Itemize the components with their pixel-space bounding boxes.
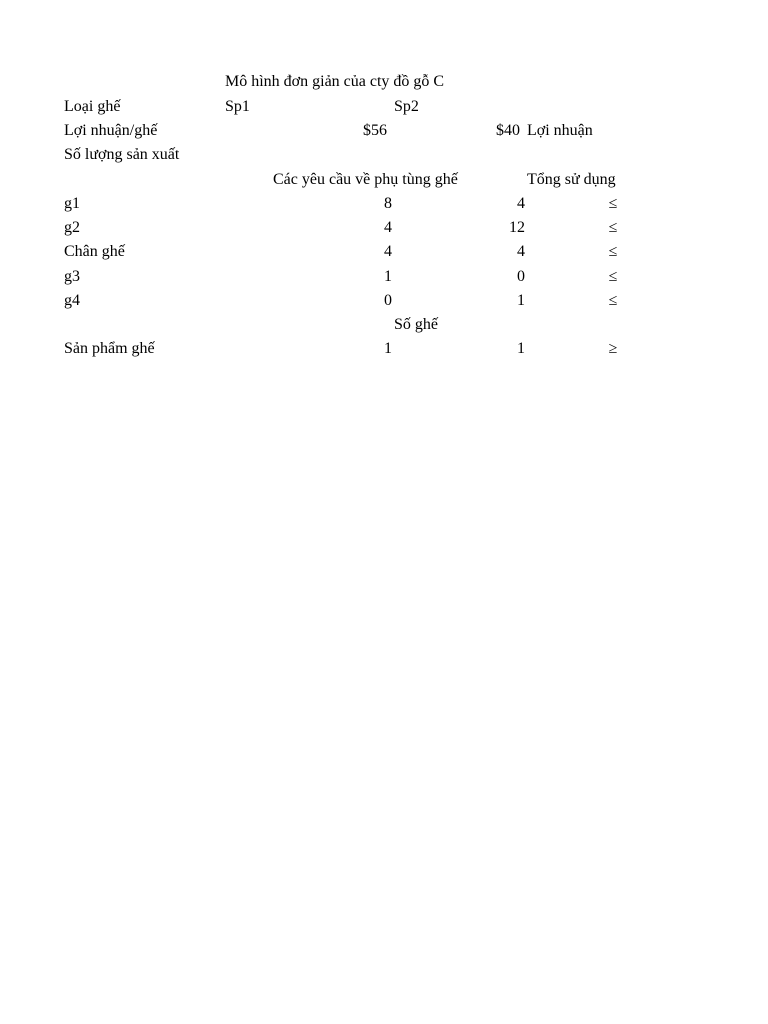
model-title: Mô hình đơn giản của cty đồ gỗ C (225, 73, 445, 90)
requirement-product-2: 4 (517, 195, 525, 212)
product-2-header: Sp2 (394, 98, 419, 115)
requirement-product-1: 8 (384, 195, 392, 212)
constraint-sign: ≤ (608, 268, 618, 285)
total-profit-label: Lợi nhuận (527, 122, 593, 139)
chair-product-label: Sản phẩm ghế (64, 340, 155, 357)
requirement-product-1: 1 (384, 268, 392, 285)
constraint-sign: ≤ (608, 219, 618, 236)
requirement-label: Chân ghế (64, 243, 125, 260)
requirement-label: g3 (64, 268, 80, 285)
requirement-label: g1 (64, 195, 80, 212)
requirement-label: g2 (64, 219, 80, 236)
total-usage-header: Tổng sử dụng (527, 171, 616, 188)
profit-product-2: $40 (496, 122, 520, 139)
requirement-product-1: 4 (384, 243, 392, 260)
product-1-header: Sp1 (225, 98, 250, 115)
requirement-product-2: 1 (517, 292, 525, 309)
requirement-label: g4 (64, 292, 80, 309)
constraint-sign: ≤ (608, 292, 618, 309)
profit-product-1: $56 (363, 122, 387, 139)
production-quantity-label: Số lượng sản xuất (64, 146, 180, 163)
profit-per-chair-label: Lợi nhuận/ghế (64, 122, 158, 139)
requirement-product-1: 0 (384, 292, 392, 309)
chair-count-header: Số ghế (394, 316, 438, 333)
chair-type-label: Loại ghế (64, 98, 121, 115)
requirement-product-1: 4 (384, 219, 392, 236)
constraint-sign: ≤ (608, 243, 618, 260)
chair-product-1-count: 1 (384, 340, 392, 357)
requirement-product-2: 12 (509, 219, 525, 236)
requirement-product-2: 4 (517, 243, 525, 260)
chair-product-2-count: 1 (517, 340, 525, 357)
constraint-sign: ≤ (608, 195, 618, 212)
parts-requirements-header: Các yêu cầu về phụ tùng ghế (273, 171, 458, 188)
requirement-product-2: 0 (517, 268, 525, 285)
constraint-sign: ≥ (608, 340, 618, 357)
